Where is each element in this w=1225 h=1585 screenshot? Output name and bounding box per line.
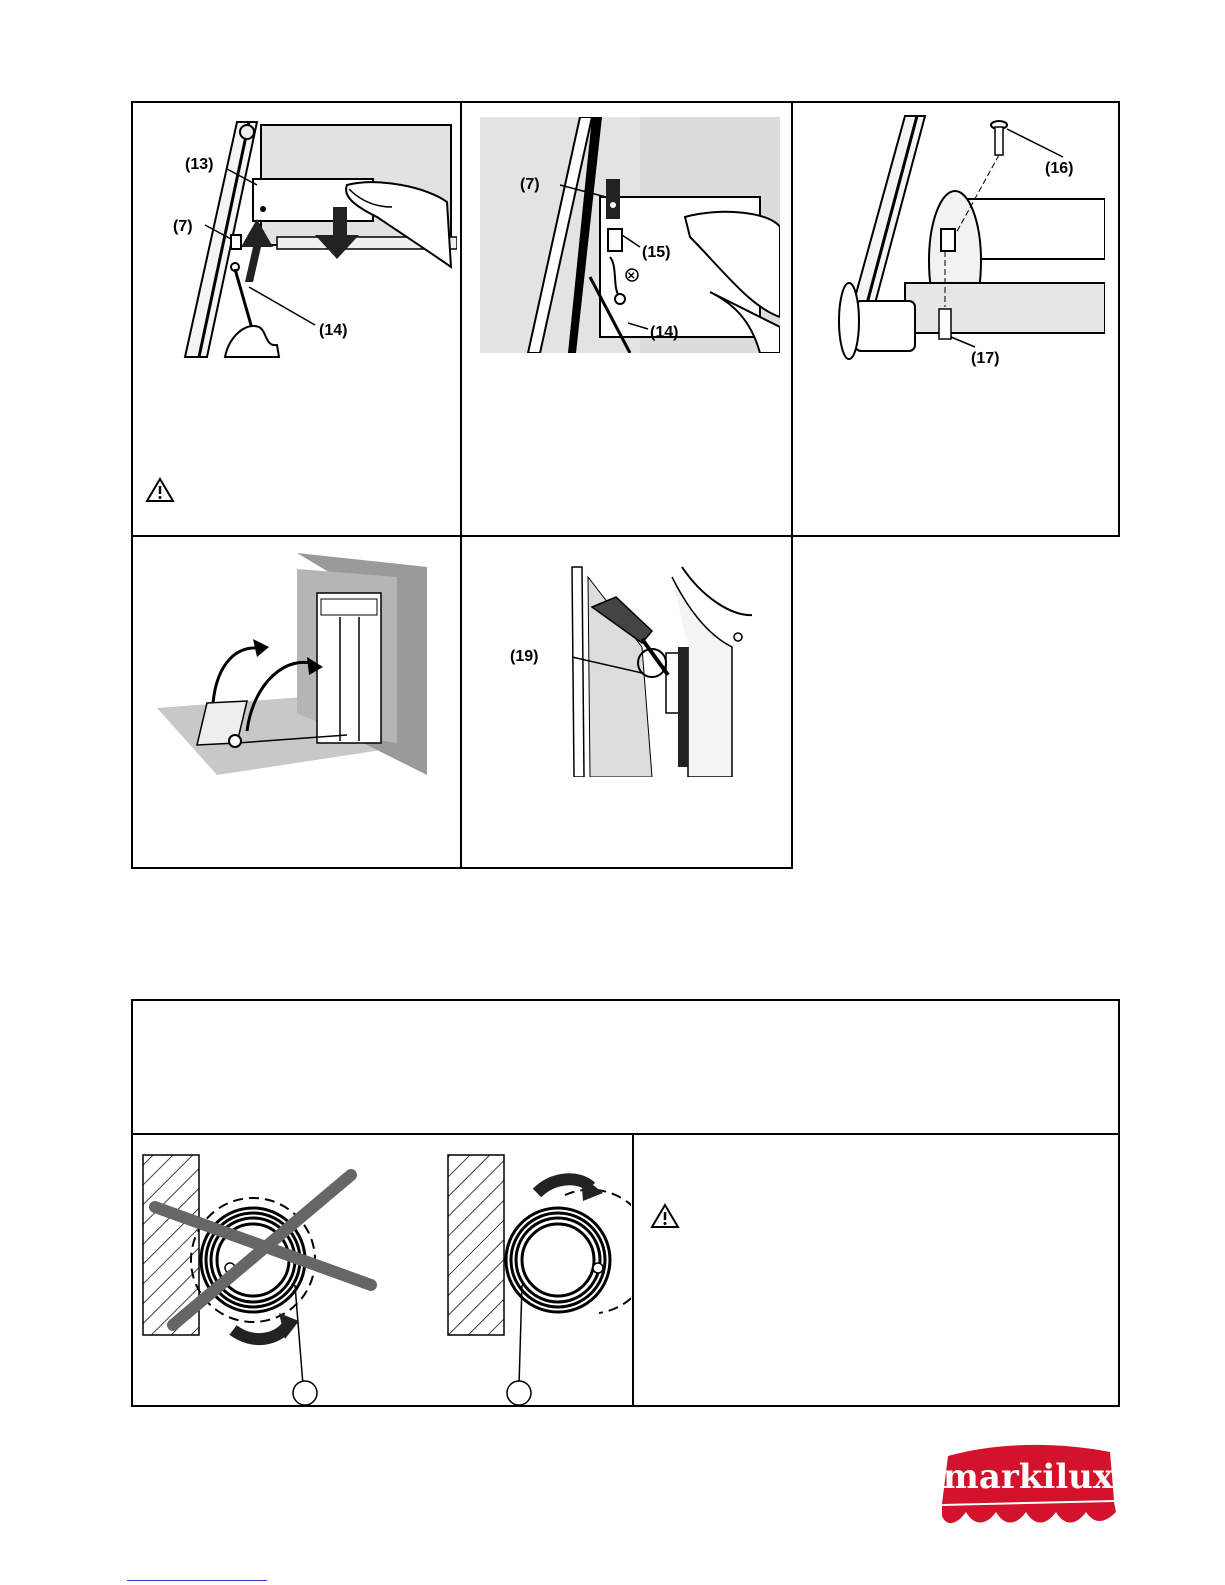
step-cell-3	[791, 101, 1120, 537]
illustration-spring-winding	[133, 1135, 631, 1405]
label-14: (14)	[650, 324, 679, 341]
footer-link-underline	[127, 1580, 267, 1581]
spring-text-cell	[632, 1133, 1120, 1407]
label-15: (15)	[642, 244, 671, 261]
illustration-screw-tighten	[492, 557, 752, 777]
warning-triangle-icon	[650, 1203, 680, 1229]
label-19: (19)	[510, 648, 539, 665]
logo-text: markilux	[942, 1457, 1114, 1497]
spring-coil-correct	[506, 1175, 631, 1405]
step-cell-5	[460, 535, 793, 869]
svg-text:✕: ✕	[627, 271, 636, 282]
illustration-cassette-lock	[137, 107, 457, 367]
markilux-logo	[938, 1442, 1118, 1542]
label-7: (7)	[173, 218, 193, 235]
label-13: (13)	[185, 156, 214, 173]
label-14: (14)	[319, 322, 348, 339]
step-cell-2	[460, 101, 793, 537]
label-7: (7)	[520, 176, 540, 193]
label-16: (16)	[1045, 160, 1074, 177]
spring-section-header	[131, 999, 1120, 1135]
illustration-swing-up	[157, 553, 457, 783]
warning-triangle-icon	[145, 477, 175, 503]
illustration-screw-fixing	[805, 111, 1105, 371]
label-17: (17)	[971, 350, 1000, 367]
spring-illustration-cell	[131, 1133, 634, 1407]
illustration-clip-engage	[480, 117, 780, 353]
step-cell-4	[131, 535, 462, 869]
step-cell-1	[131, 101, 462, 537]
